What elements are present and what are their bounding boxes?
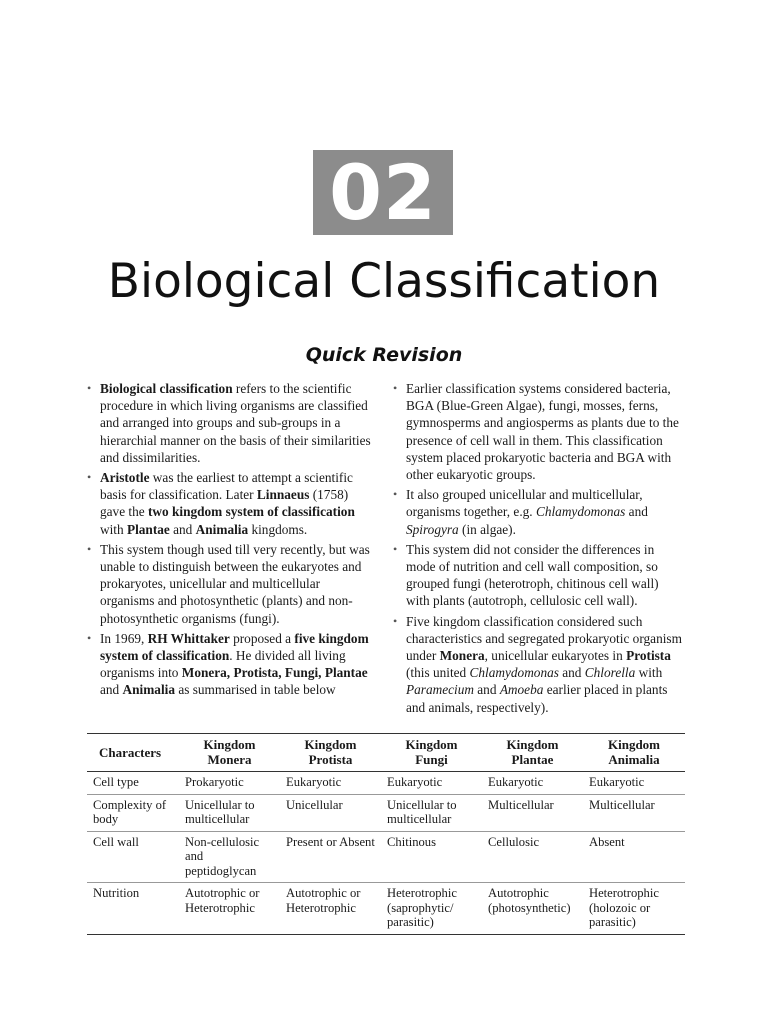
- row-label-cell: Nutrition: [87, 883, 179, 935]
- bullet-item: [86, 630, 376, 699]
- table-cell: Multicellular: [482, 794, 583, 831]
- column-header: Kingdom Monera: [179, 734, 280, 772]
- bullet-dot-icon: •: [393, 381, 398, 395]
- bullet-text: was the earliest to attempt a scientific basis for classification. Later: [100, 470, 353, 503]
- table-cell: Cellulosic: [482, 831, 583, 883]
- bold-term: Plantae: [126, 521, 170, 537]
- bullet-item: [86, 541, 376, 627]
- bullet-dot-icon: •: [393, 487, 398, 502]
- italic-term: Chlamydomonas: [469, 665, 559, 681]
- column-header: Kingdom Protista: [280, 734, 381, 772]
- bullet-dot-icon: •: [87, 470, 92, 485]
- table-cell: Eukaryotic: [482, 772, 583, 795]
- row-label-cell: Complexity of body: [87, 794, 179, 831]
- bullet-text: (1758) gave the: [100, 487, 349, 520]
- chapter-title: Biological Classification: [107, 254, 661, 309]
- table-cell: Unicellular: [280, 794, 381, 831]
- table-cell: Autotrophic or Heterotrophic: [179, 883, 280, 935]
- bold-term: Animalia: [122, 682, 175, 698]
- bullet-item: [392, 613, 682, 716]
- row-label-cell: Cell wall: [87, 831, 179, 883]
- bold-term: Monera: [439, 648, 485, 664]
- bullet-dot-icon: •: [393, 613, 398, 628]
- table-cell: Unicellular to multicellular: [179, 794, 280, 831]
- bullet-text: and: [558, 665, 585, 681]
- table-header-row: [87, 734, 685, 772]
- column-header: Kingdom Plantae: [482, 734, 583, 772]
- bullet-text: and: [169, 521, 196, 537]
- column-header: Characters: [87, 734, 179, 772]
- table-row: [87, 794, 685, 831]
- table-cell: Multicellular: [583, 794, 685, 831]
- bullet-item: [86, 469, 376, 538]
- column-header: Kingdom Animalia: [583, 734, 685, 772]
- bullet-dot-icon: •: [87, 630, 92, 645]
- table-cell: Heterotrophic (saprophytic/ parasitic): [381, 883, 482, 935]
- bold-term: Protista: [626, 648, 671, 664]
- bold-term: Monera, Protista, Fungi, Plantae: [181, 665, 368, 681]
- table-cell: Present or Absent: [280, 831, 381, 883]
- bullet-text: as summarised in table below: [175, 682, 336, 698]
- bullet-text: with: [635, 665, 663, 681]
- bullet-dot-icon: •: [393, 541, 398, 556]
- chapter-number-badge: 02: [313, 150, 453, 235]
- bullet-text: with: [100, 521, 127, 537]
- table-cell: Chitinous: [381, 831, 482, 883]
- bullet-text: refers to the scientific procedure in which living organisms are classified and arranged into groups and sub-groups in a hierarchial manner on the basis of their similarities and dissimilarities.: [100, 381, 371, 465]
- left-column: [86, 380, 376, 702]
- table-cell: Absent: [583, 831, 685, 883]
- bullet-text: . He divided all living organisms into: [100, 648, 346, 681]
- table-cell: Prokaryotic: [179, 772, 280, 795]
- table-row: [87, 831, 685, 883]
- bold-term: Animalia: [195, 521, 249, 537]
- bullet-text: , unicellular eukaryotes in: [484, 648, 627, 664]
- right-column: [392, 380, 682, 719]
- bullet-item: [86, 380, 376, 466]
- bullet-text: kingdoms.: [248, 521, 308, 537]
- italic-term: Chlamydomonas: [535, 504, 626, 520]
- row-label-cell: Cell type: [87, 772, 179, 795]
- bold-term: five kingdom system of classification: [100, 630, 369, 664]
- bullet-dot-icon: •: [87, 381, 92, 395]
- table-cell: Autotrophic or Heterotrophic: [280, 883, 381, 935]
- italic-term: Amoeba: [499, 682, 544, 698]
- bullet-text: proposed a: [229, 630, 295, 646]
- bullet-text: This system did not consider the differences in mode of nutrition and cell wall composition, so grouped fungi (heterotroph, chitinous cell wall) with plants (autotroph, cellulosic cell wall).: [406, 541, 659, 609]
- table-cell: Eukaryotic: [381, 772, 482, 795]
- table-cell: Eukaryotic: [280, 772, 381, 795]
- bullet-text: and: [100, 682, 123, 698]
- bullet-text: Earlier classification systems considered bacteria, BGA (Blue-Green Algae), fungi, mosses, ferns, gymnosperms and angiosperms as plants due to the presence of cell wall in them. This classification system placed prokaryotic bacteria and BGA with other eukaryotic groups.: [406, 381, 679, 483]
- bold-term: Biological classification: [100, 381, 233, 396]
- table-cell: Heterotrophic (holozoic or parasitic): [583, 883, 685, 935]
- table-cell: Eukaryotic: [583, 772, 685, 795]
- column-header: Kingdom Fungi: [381, 734, 482, 772]
- bullet-text: and: [625, 504, 648, 520]
- left-bullet-list: [86, 380, 376, 699]
- bullet-text: In 1969,: [100, 630, 148, 646]
- bullet-item: [392, 541, 682, 610]
- bullet-text: This system though used till very recently, but was unable to distinguish between the eukaryotes and prokaryotes, unicellular and multicellular organisms and photosynthetic (plants) and non-photosynthetic organisms (fungi).: [100, 541, 370, 626]
- italic-term: Spirogyra: [406, 521, 459, 537]
- bullet-text: (in algae).: [458, 521, 516, 537]
- bold-term: two kingdom system of classification: [148, 504, 355, 520]
- bullet-text: Five kingdom classification considered such characteristics and segregated prokaryotic organism under: [406, 613, 682, 664]
- bullet-text: and: [473, 682, 500, 698]
- kingdom-comparison-table: [87, 733, 685, 935]
- bold-term: Linnaeus: [256, 487, 310, 503]
- bullet-text: earlier placed in plants and animals, respectively).: [406, 682, 668, 715]
- italic-term: Chlorella: [584, 665, 636, 681]
- table-body: [87, 772, 685, 935]
- bullet-text: It also grouped unicellular and multicellular, organisms together, e.g.: [406, 487, 643, 520]
- bold-term: RH Whittaker: [147, 630, 230, 646]
- section-title: Quick Revision: [305, 344, 463, 366]
- bullet-item: [392, 380, 682, 483]
- bullet-text: (this united: [406, 665, 470, 681]
- table-cell: Unicellular to multicellular: [381, 794, 482, 831]
- bullet-dot-icon: •: [87, 541, 92, 556]
- table-row: [87, 883, 685, 935]
- italic-term: Paramecium: [406, 682, 474, 698]
- table-cell: Non-cellulosic and peptidoglycan: [179, 831, 280, 883]
- right-bullet-list: [392, 380, 682, 716]
- table-cell: Autotrophic (photosynthetic): [482, 883, 583, 935]
- table-row: [87, 772, 685, 795]
- bullet-item: [392, 486, 682, 538]
- bold-term: Aristotle: [100, 470, 150, 486]
